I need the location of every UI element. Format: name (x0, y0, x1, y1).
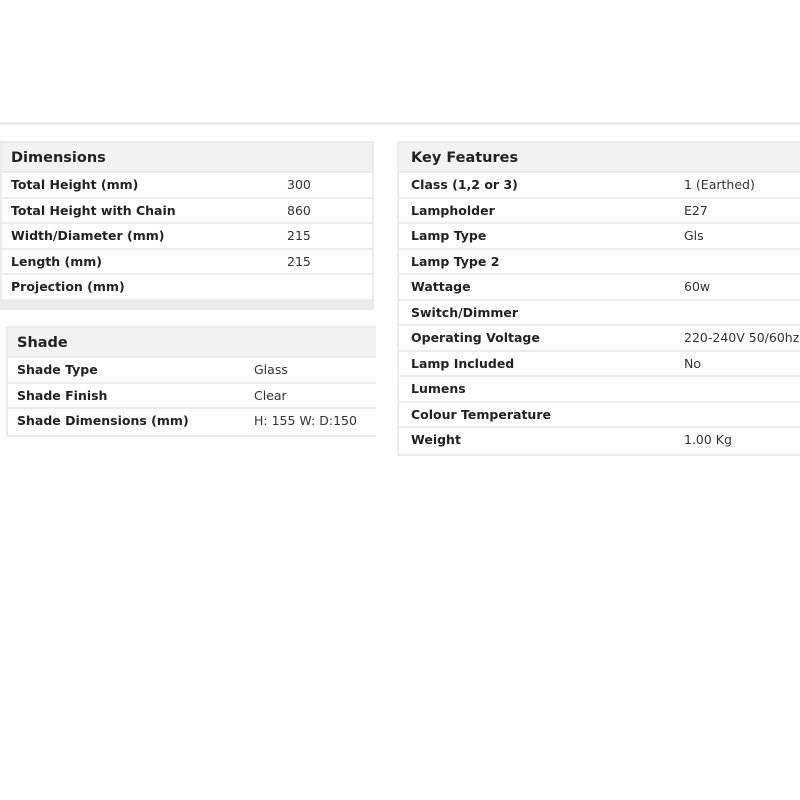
row-value: 60w (684, 279, 711, 294)
shade-title: Shade (8, 328, 376, 358)
row-label: Class (1,2 or 3) (411, 177, 518, 192)
table-row (399, 326, 800, 352)
table-row (8, 409, 376, 435)
row-label: Shade Type (17, 362, 98, 377)
table-row (399, 428, 800, 454)
row-label: Wattage (411, 279, 471, 294)
row-label: Width/Diameter (mm) (11, 228, 165, 243)
top-divider (0, 122, 800, 125)
row-label: Projection (mm) (11, 279, 125, 294)
row-value: 215 (287, 253, 311, 269)
table-row (399, 377, 800, 403)
row-label: Lamp Type 2 (411, 253, 500, 269)
row-label: Colour Temperature (411, 406, 551, 422)
row-label: Lamp Included (411, 355, 515, 371)
dimensions-table (0, 141, 374, 310)
dimensions-title: Dimensions (2, 143, 372, 173)
table-row (399, 301, 800, 327)
table-row (2, 275, 372, 301)
row-label: Shade Dimensions (mm) (17, 413, 189, 428)
row-value: Gls (684, 228, 704, 243)
table-row (399, 173, 800, 199)
row-value: No (684, 355, 701, 371)
row-label: Shade Finish (17, 387, 108, 403)
row-value: 220-240V 50/60hz (684, 330, 800, 345)
key-features-title: Key Features (399, 143, 800, 173)
row-value: 300 (287, 177, 311, 192)
row-label: Lamp Type (411, 228, 487, 243)
row-label: Operating Voltage (411, 330, 540, 345)
table-row (399, 275, 800, 301)
row-label: Weight (411, 432, 461, 447)
table-row (2, 224, 372, 250)
table-row (8, 358, 376, 384)
table-footer-bar (2, 301, 372, 308)
row-label: Switch/Dimmer (411, 304, 519, 320)
shade-table (6, 326, 376, 437)
table-row (399, 250, 800, 276)
table-row (399, 352, 800, 378)
row-label: Total Height (mm) (11, 177, 139, 192)
row-value: 1.00 Kg (684, 432, 732, 447)
table-row (399, 224, 800, 250)
table-row (399, 403, 800, 429)
row-label: Lumens (411, 381, 466, 396)
row-label: Lampholder (411, 202, 495, 218)
table-row (2, 199, 372, 225)
row-label: Length (mm) (11, 253, 102, 269)
row-value: Clear (254, 387, 287, 403)
row-label: Total Height with Chain (11, 202, 176, 218)
row-value: 860 (287, 202, 311, 218)
row-value: E27 (684, 202, 708, 218)
row-value: 215 (287, 228, 311, 243)
row-value: 1 (Earthed) (684, 177, 755, 192)
table-row (8, 384, 376, 410)
table-row (399, 199, 800, 225)
table-row (2, 173, 372, 199)
row-value: H: 155 W: D:150 (254, 413, 357, 428)
row-value: Glass (254, 362, 288, 377)
key-features-table (397, 141, 800, 456)
table-row (2, 250, 372, 276)
